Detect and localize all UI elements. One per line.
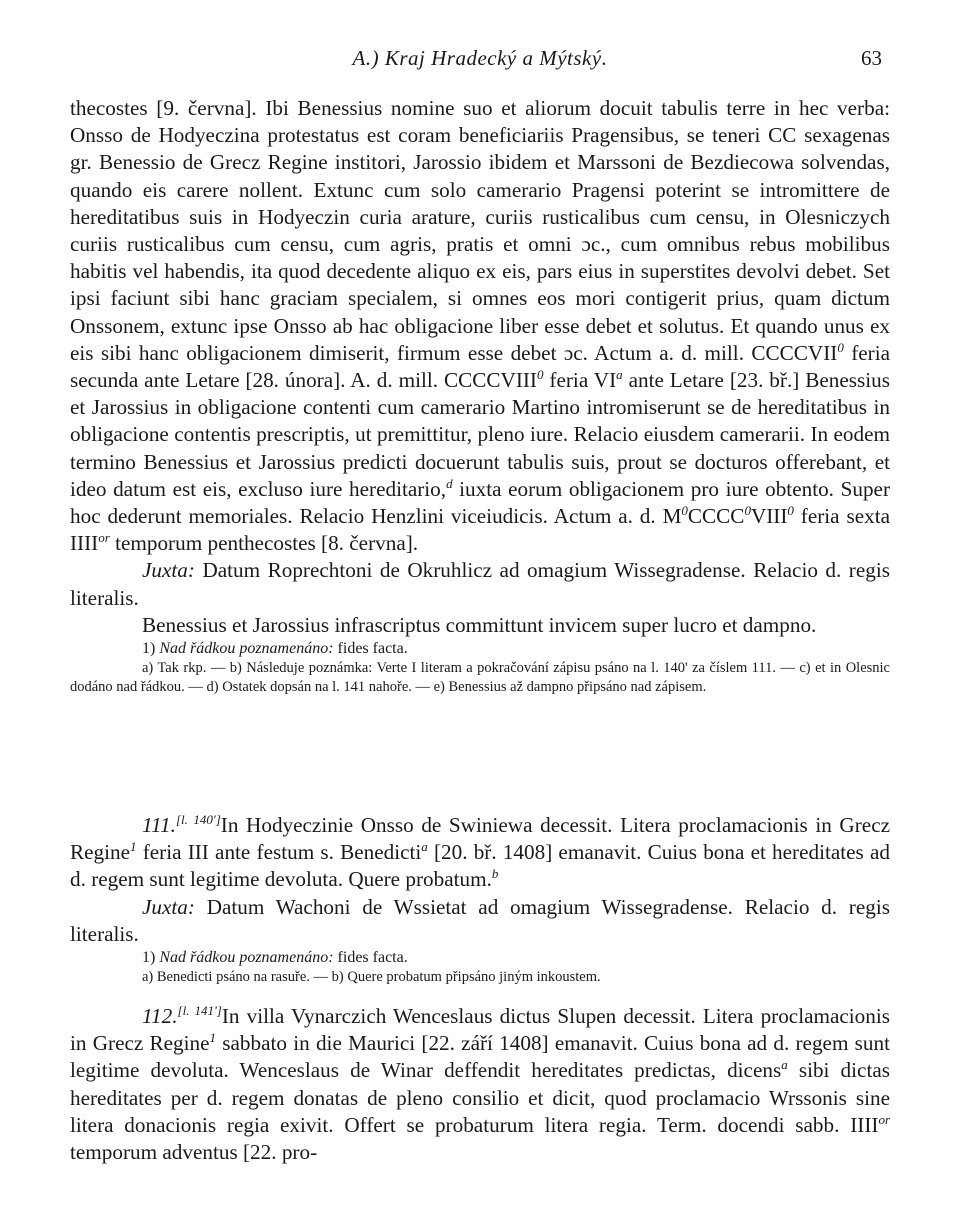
folio-ref: [l. 140'] <box>175 811 221 827</box>
juxta-paragraph: Juxta: Datum Wachoni de Wssietat ad omagium Wissegradense. Relacio d. regis literalis. <box>70 894 890 946</box>
footnote-1: 1) Nad řádkou poznamenáno: fides facta. <box>142 949 408 967</box>
running-title: A.) Kraj Hradecký a Mýtský. <box>352 46 608 70</box>
entry-110-paragraph: thecostes [9. června]. Ibi Benessius nomine suo et aliorum docuit tabulis terre in hec verba: Onsso de Hodyeczina protestatus est coram beneficiariis Pragensibus, se teneri CC sexagenas gr. Benessio de Grecz Regine institori, Jarossio ibidem et Marssoni de Bezdiecowa solvendas, quando eis carere nollent. Extunc cum solo camerario Pragensi poterint se intromittere de hereditatibus suis in Hodyeczin curia arature, curiis rusticalibus cum censu, in Olesniczych curiis rusticalibus cum censu, cum agris, pratis et omni ɔc., cum omnibus rebus mobilibus habitis vel habendis, ita quod decedente aliquo ex eis, pars eius in superstites devolvi debet. Set ipsi faciunt sibi hanc graciam specialem, si omnes eos mori contigerit prius, quam dictum Onssonem, extunc ipse Onsso ab hac obligacione liber esse debet et solutus. Et quando unus ex eis sibi hanc obligacionem dimiserit, firmum esse debet ɔc. Actum a. d. mill. CCCCVII$^0$ feria secunda ante Letare [28. února]. A. d. mill. CCCCVIII$^0$ feria $VI^a$ ante Letare [23. bř.] Benessius et Jarossius in obligacione contenti cum camerario Martino intromiserunt se de hereditatibus in obligacione contentis prescriptis, ut premittitur, pleno iure. Relacio eiusdem camerarii. In eodem termino Benessius et Jarossius predicti docuerunt tabulis suis, prout se docturos offerebant, et ideo datum est eis, excluso iure hereditario,$^d$ iuxta eorum obligacionem pro iure obtento. Super hoc dederunt memoriales. Relacio Henzlini viceiudicis. Actum a. d. $M^0CCCC^0VIII^0$ feria sexta $IIII^{or}$ temporum penthecostes [8. června]. <box>70 96 890 556</box>
page-number: 63 <box>861 46 882 70</box>
folio-ref: [l. 141'] <box>177 1002 222 1018</box>
page-header <box>0 46 960 76</box>
entry-112-paragraph: 112.[l. 141']In villa Vynarczich Wenceslaus dictus Slupen decessit. Litera proclamacionis in Grecz Regine$^1$ sabbato in die Maurici [22. září 1408] emanavit. Cuius bona ad d. regem sunt legitime devoluta. Wenceslaus de Winar deffendit hereditates predictas, dicens$^a$ sibi dictas hereditates per d. regem donatas de pleno consilio et dicit, quod proclamacio Wrssonis sine litera donacionis regia exivit. Offert se probaturum litera regia. Term. docendi sabb. $IIII^{or}$ temporum adventus [22. pro- <box>70 1002 891 1165</box>
juxta-label: Juxta: <box>142 894 195 919</box>
entry-112 <box>70 1003 890 1166</box>
footnote-letters: a) Tak rkp. — b) Následuje poznámka: Verte I literam a pokračování zápisu psáno na l. 140' za číslem 111. — c) et in Olesnic dodáno nad řádkou. — d) Ostatek dopsán na l. 141 nahoře. — e) Benessius až dampno připsáno nad zápisem. <box>70 659 890 695</box>
juxta-paragraph: Juxta: Datum Roprechtoni de Okruhlicz ad omagium Wissegradense. Relacio d. regis literalis. <box>70 558 890 610</box>
entry-110-continuation <box>70 95 890 697</box>
entry-number: 111. <box>142 813 176 837</box>
entry-111 <box>70 812 890 987</box>
entry-111-paragraph: 111.[l. 140']In Hodyeczinie Onsso de Swiniewa decessit. Litera proclamacionis in Grecz Regine$^1$ feria III ante festum s. Benedicti$^a$ [20. bř. 1408] emanavit. Cuius bona et hereditates ad d. regem sunt legitime devoluta. Quere probatum.$^b$ <box>70 811 890 892</box>
footnote-1: 1) Nad řádkou poznamenáno: fides facta. <box>142 640 408 658</box>
footnote-letters: a) Benedicti psáno na rasuře. — b) Quere probatum připsáno jiným inkoustem. <box>142 968 601 985</box>
entry-number: 112. <box>142 1004 178 1028</box>
juxta-label: Juxta: <box>142 558 195 583</box>
closing-note-paragraph: Benessius et Jarossius infrascriptus committunt invicem super lucro et dampno. <box>142 612 817 637</box>
